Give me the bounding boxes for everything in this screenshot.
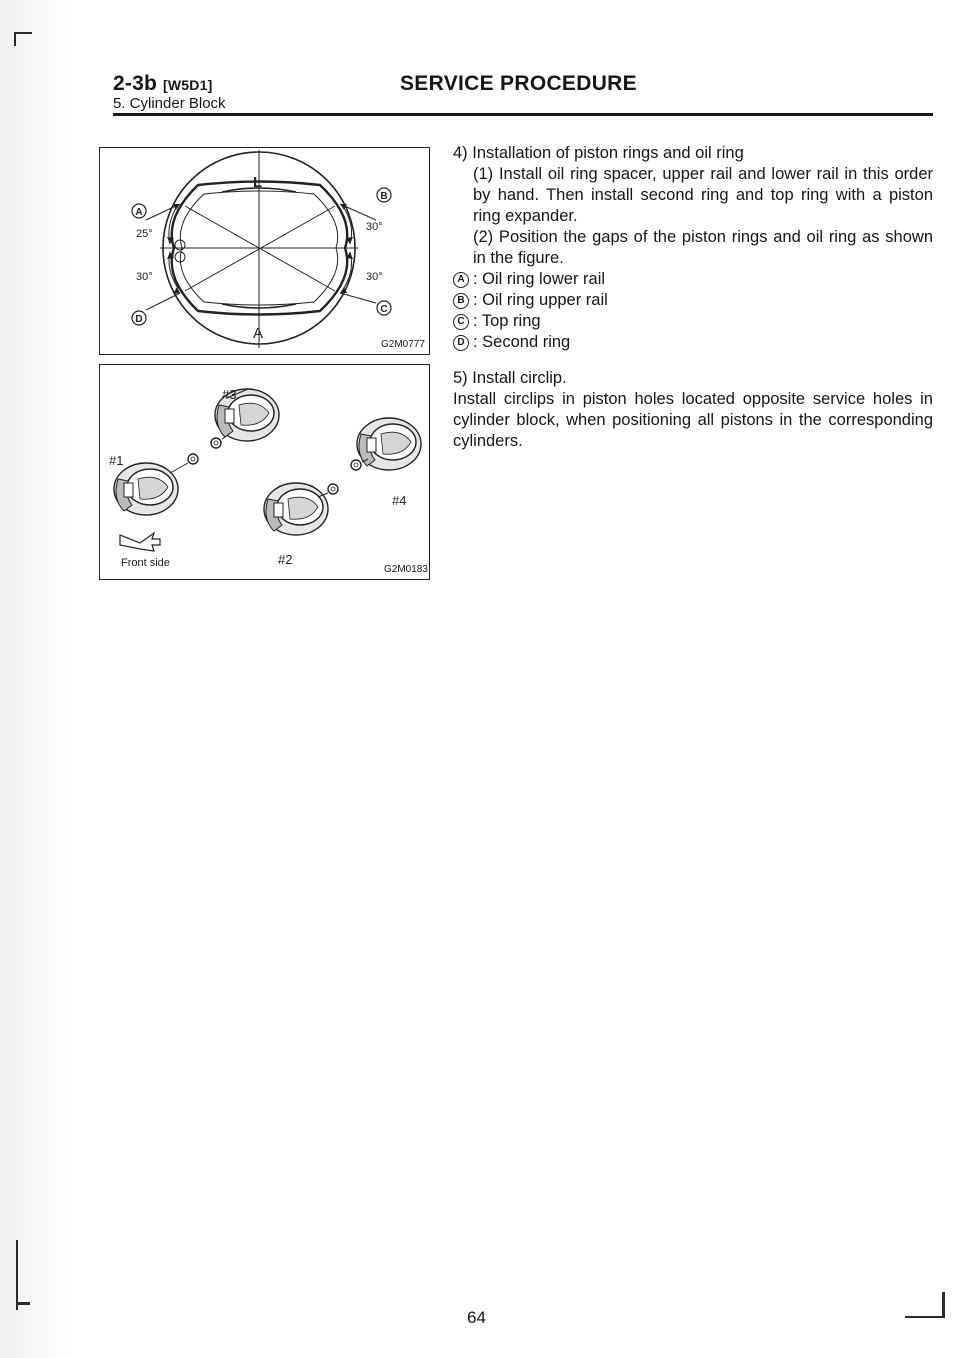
mark-d-label: D [135, 314, 143, 325]
angle-d-label: 30° [136, 271, 153, 283]
legend-item-a [453, 269, 933, 290]
piston-2-icon [264, 483, 328, 535]
piston-1-icon [114, 463, 178, 515]
piston-circlip-diagram [100, 365, 429, 579]
front-arrow-icon [120, 533, 160, 551]
step-4-section [453, 143, 933, 353]
piston-circlip-figure [99, 364, 430, 580]
circlip-icon [328, 484, 338, 494]
legend-text-b: : Oil ring upper rail [473, 291, 608, 309]
legend-mark-d: D [453, 335, 469, 351]
step-5-section [453, 368, 933, 452]
angle-c-label: 30° [366, 271, 383, 283]
section-ref: [W5D1] [163, 77, 213, 93]
mark-c-label: C [380, 304, 388, 315]
page-title: SERVICE PROCEDURE [400, 72, 637, 95]
section-number: 2-3b [113, 72, 157, 95]
bottom-mark-label: A [253, 325, 264, 342]
section-code [113, 72, 212, 96]
legend-text-a: : Oil ring lower rail [473, 270, 606, 288]
figure-code: G2M0183 [384, 564, 428, 575]
circlip-icon [351, 460, 361, 470]
scan-corner-mark [14, 32, 32, 34]
legend-mark-c: C [453, 314, 469, 330]
legend-item-c [453, 311, 933, 332]
step-5-body: Install circlips in piston holes located opposite service holes in cylinder block, when positioning all pistons in the corresponding cylinders. [453, 390, 933, 450]
piston-4-icon [357, 418, 421, 470]
step-4-sub-1: (1) Install oil ring spacer, upper rail and lower rail in this order by hand. Then install second ring and top ring with a piston ring expander. [473, 165, 933, 225]
legend-mark-b: B [453, 293, 469, 309]
scan-corner-mark [14, 32, 16, 46]
header-rule [113, 113, 933, 116]
legend-text-c: : Top ring [473, 312, 541, 330]
figure-code: G2M0777 [381, 339, 425, 350]
step-4-title: 4) Installation of piston rings and oil ring [453, 144, 744, 162]
piston-3-label: #3 [222, 387, 237, 402]
step-4-sub-2: (2) Position the gaps of the piston rings and oil ring as shown in the figure. [473, 228, 933, 267]
legend-mark-a: A [453, 272, 469, 288]
step-5-title: 5) Install circlip. [453, 369, 567, 387]
page-subtitle: 5. Cylinder Block [113, 95, 226, 112]
legend-text-d: : Second ring [473, 333, 571, 351]
scan-edge-line [16, 1240, 18, 1310]
piston-2-label: #2 [278, 552, 293, 567]
legend-item-d [453, 332, 933, 353]
scan-corner-mark [942, 1292, 945, 1317]
piston-1-label: #1 [109, 453, 124, 468]
ring-gap-diagram [100, 148, 429, 354]
mark-a-label: A [135, 207, 143, 218]
circlip-icon [188, 454, 198, 464]
piston-4-label: #4 [392, 493, 407, 508]
top-mark-label: L [253, 174, 263, 191]
scan-edge-line [16, 1302, 30, 1305]
page-number: 64 [467, 1308, 486, 1327]
mark-b-label: B [380, 191, 388, 202]
front-side-label: Front side [121, 557, 170, 569]
legend-item-b [453, 290, 933, 311]
angle-b-label: 30° [366, 221, 383, 233]
circlip-icon [211, 438, 221, 448]
scan-corner-mark [905, 1316, 945, 1318]
ring-gap-figure [99, 147, 430, 355]
angle-a-label: 25° [136, 228, 153, 240]
scan-edge-shadow [0, 0, 70, 1358]
